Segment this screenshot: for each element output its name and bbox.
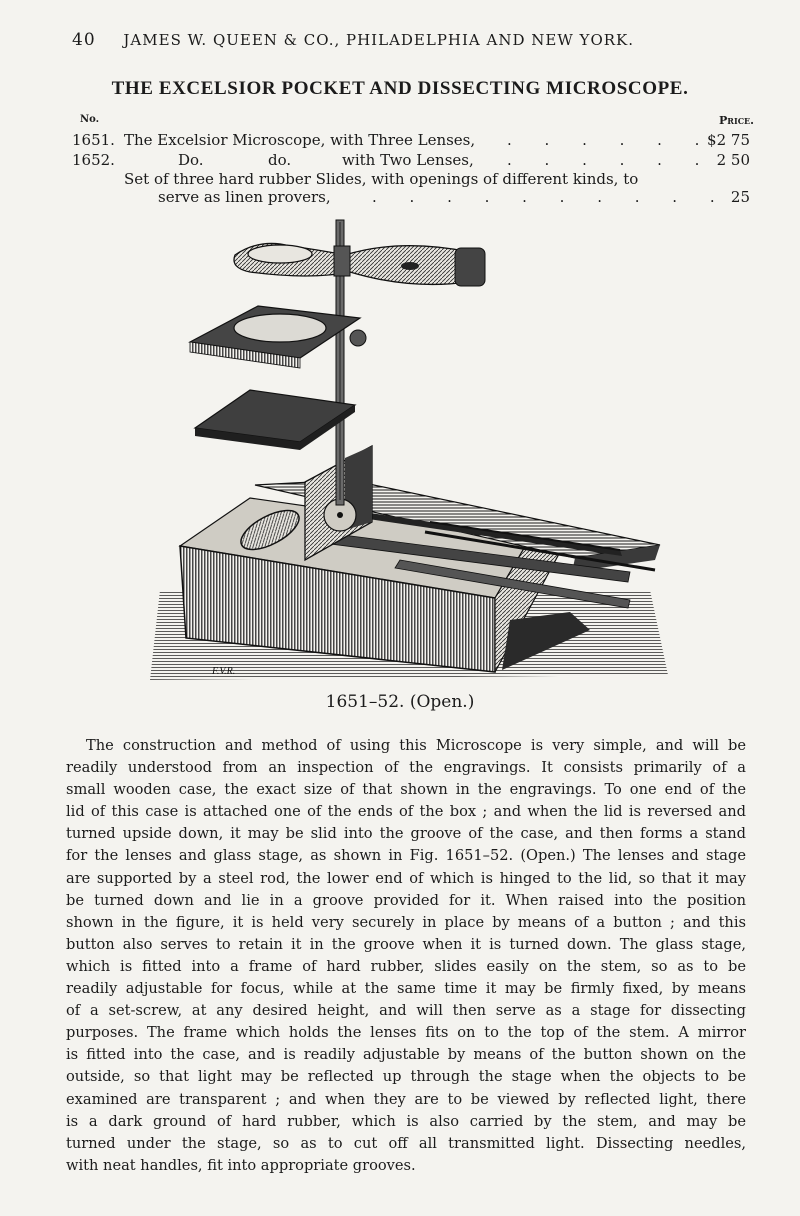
page-title: THE EXCELSIOR POCKET AND DISSECTING MICROSCOPE. — [111, 78, 689, 99]
paragraph-line: The construction and method of using this Microscope is very simple, and will be — [86, 737, 746, 754]
price-list-item-continued — [72, 188, 752, 208]
description-paragraph — [66, 735, 746, 1177]
column-header-price: Price. — [719, 114, 754, 127]
paragraph-line: purposes. The frame which holds the lenses fits on to the top of the stem. A mirror — [66, 1024, 746, 1042]
item-number: 1652. — [72, 151, 115, 169]
paragraph-line: which is fitted into a frame of hard rubber, slides easily on the stem, so as to be — [66, 957, 746, 975]
figure-caption: 1651–52. (Open.) — [325, 692, 475, 712]
paragraph-line: are supported by a steel rod, the lower end of which is hinged to the lid, so that it may — [66, 869, 746, 887]
item-number: 1651. — [72, 131, 115, 149]
paragraph-line: turned under the stage, so as to cut off all transmitted light. Dissecting needles, — [66, 1134, 746, 1152]
paragraph-line: examined are transparent ; and when they are to be viewed by reflected light, there — [66, 1090, 746, 1108]
engraver-mark: F.V.R. — [212, 666, 236, 677]
item-price: $2 75 — [707, 131, 750, 149]
column-header-no: No. — [80, 114, 100, 125]
leader-dots: . . . . . . . . . . — [372, 188, 729, 206]
paragraph-line: of a set-screw, at any desired height, and will then serve as a stage for dissecting — [66, 1002, 746, 1020]
paragraph-line: button also serves to retain it in the groove when it is turned down. The glass stage, — [66, 935, 746, 953]
item-description: Set of three hard rubber Slides, with openings of different kinds, to — [124, 170, 639, 188]
item-description: with Two Lenses, — [342, 151, 474, 169]
paragraph-line: lid of this case is attached one of the ends of the box ; and when the lid is reversed and — [66, 803, 746, 821]
paragraph-line: readily understood from an inspection of the engravings. It consists primarily of a — [66, 759, 746, 777]
leader-dots: . . . . . . — [507, 151, 714, 169]
publisher-line: JAMES W. QUEEN & CO., PHILADELPHIA AND NEW YORK. — [123, 31, 635, 49]
dark-ground-stage — [195, 390, 355, 450]
leader-dots: . . . . . . — [507, 131, 714, 149]
price-list-item — [72, 170, 752, 190]
price-list-item — [72, 151, 752, 171]
ditto-mark: Do. — [178, 151, 204, 169]
paragraph-line: shown in the figure, it is held very securely in place by means of a button ; and this — [66, 913, 746, 931]
microscope-engraving — [150, 210, 670, 685]
paragraph-line: outside, so that light may be reflected up through the stage when the objects to be — [66, 1068, 746, 1086]
paragraph-line: be turned down and lie in a groove provided for it. When raised into the position — [66, 891, 746, 909]
running-head — [72, 30, 712, 50]
paragraph-line: turned upside down, it may be slid into the groove of the case, and then forms a stand — [66, 825, 746, 843]
paragraph-line: is fitted into the case, and is readily adjustable by means of the button shown on the — [66, 1046, 746, 1064]
paragraph-line: is a dark ground of hard rubber, which is also carried by the stem, and may be — [66, 1112, 746, 1130]
ditto-mark: do. — [268, 151, 292, 169]
price-list-item — [72, 131, 752, 151]
item-description: serve as linen provers, — [158, 188, 331, 206]
item-price: 25 — [730, 188, 750, 206]
item-price: 2 50 — [716, 151, 750, 169]
page-number: 40 — [72, 30, 96, 50]
paragraph-line: with neat handles, fit into appropriate grooves. — [66, 1156, 416, 1174]
paragraph-line: for the lenses and glass stage, as shown in Fig. 1651–52. (Open.) The lenses and stage — [66, 847, 746, 865]
paragraph-line: small wooden case, the exact size of that shown in the engravings. To one end of the — [66, 781, 746, 799]
paragraph-line: readily adjustable for focus, while at the same time it may be firmly fixed, by means — [66, 980, 746, 998]
lens-holder — [234, 243, 485, 286]
item-description: The Excelsior Microscope, with Three Lenses, — [124, 131, 476, 149]
